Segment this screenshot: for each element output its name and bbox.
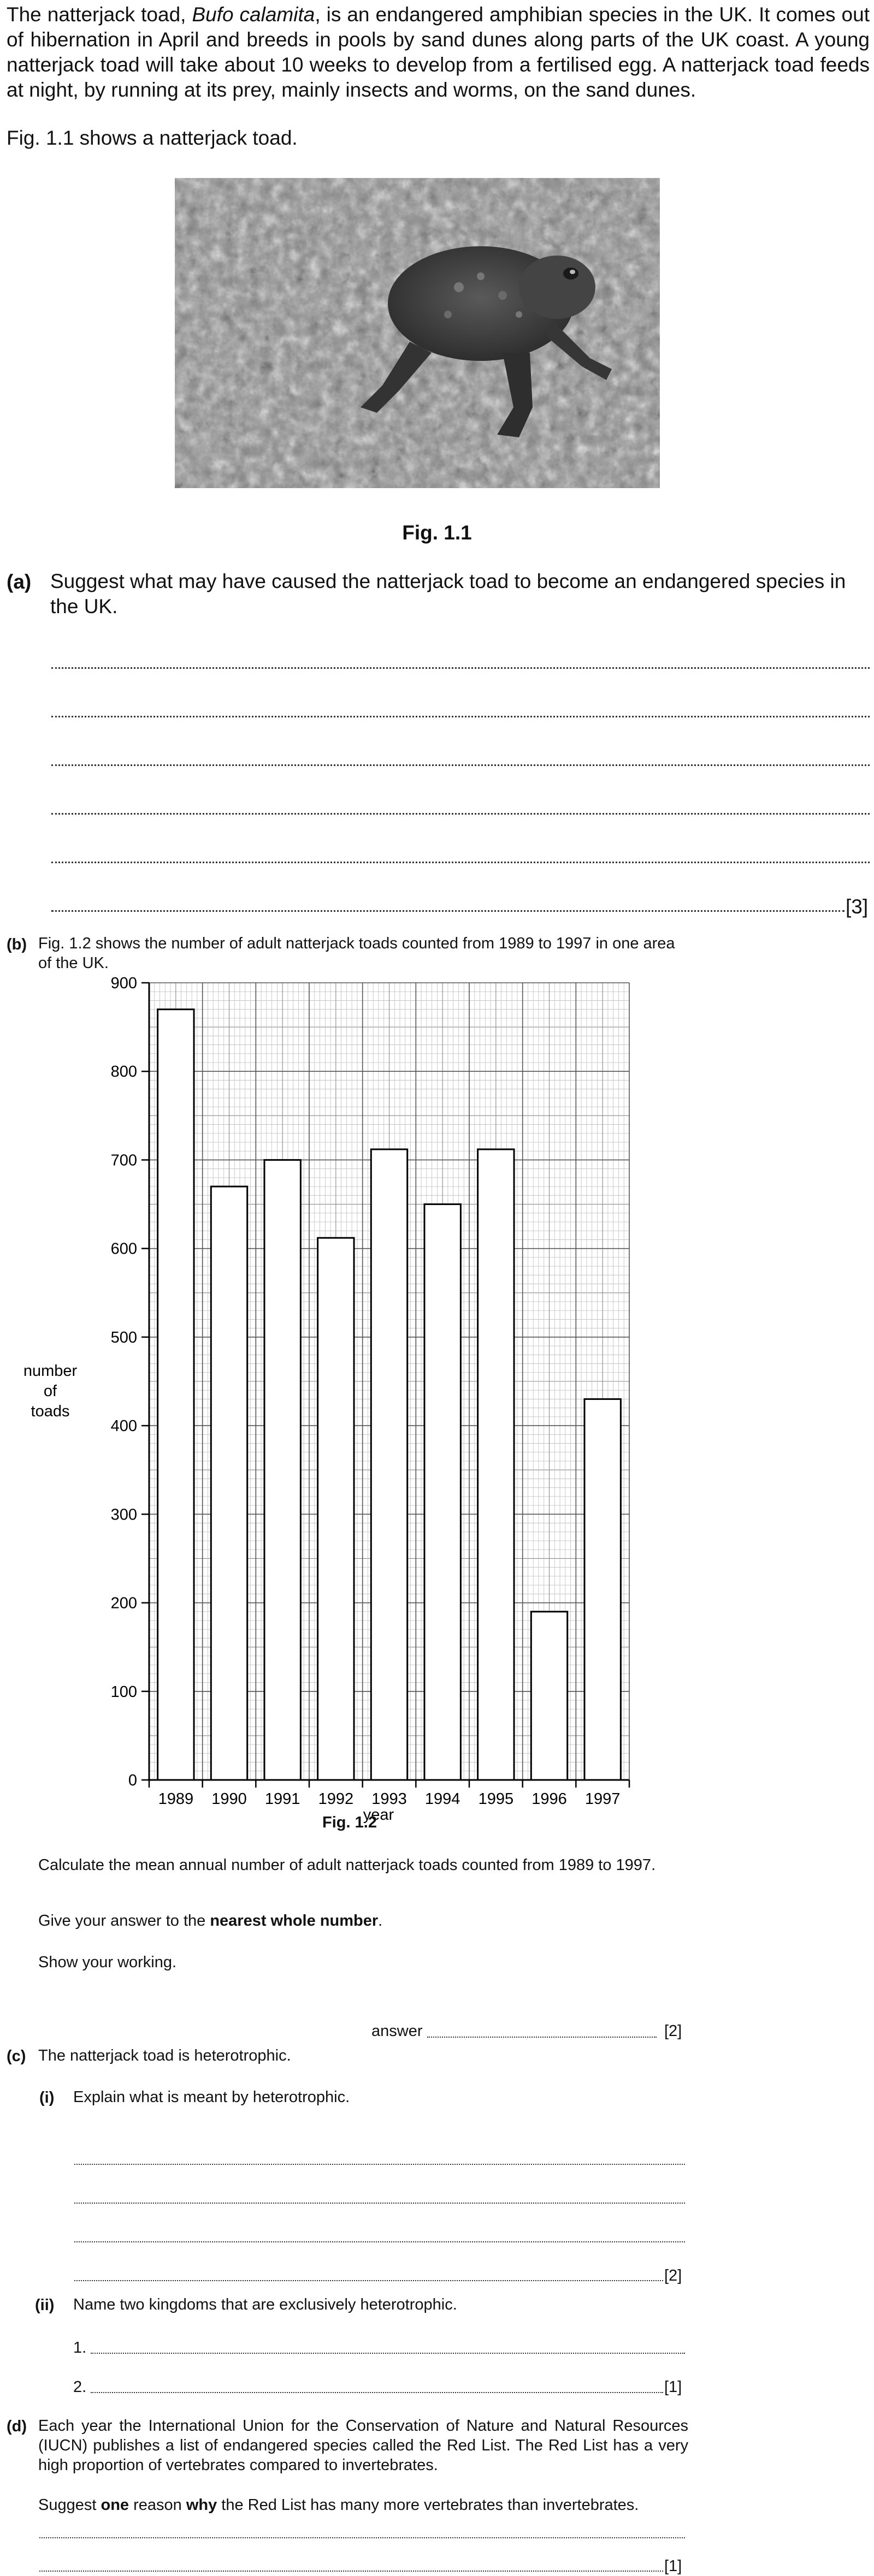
y-tick-label: 700 bbox=[110, 1152, 137, 1170]
y-tick-label: 800 bbox=[110, 1063, 137, 1081]
answer-line bbox=[39, 2571, 663, 2572]
qb-answer-label: answer bbox=[371, 2022, 423, 2040]
bar-1989 bbox=[158, 1010, 194, 1780]
bar-1990 bbox=[211, 1186, 247, 1780]
qc-ii-n1: 1. bbox=[73, 2339, 87, 2357]
answer-line bbox=[51, 813, 870, 815]
fig-intro: Fig. 1.1 shows a natterjack toad. bbox=[7, 127, 298, 149]
answer-line bbox=[74, 2241, 685, 2242]
x-axis-label: year bbox=[363, 1806, 394, 1824]
x-tick-label: 1997 bbox=[584, 1790, 621, 1808]
qc-i-text: Explain what is meant by heterotrophic. bbox=[73, 2088, 350, 2106]
answer-line bbox=[74, 2164, 685, 2165]
x-tick-label: 1990 bbox=[211, 1790, 247, 1808]
qb-give: Give your answer to the nearest whole number. bbox=[38, 1912, 383, 1930]
y-tick-label: 900 bbox=[110, 975, 137, 992]
qc-text: The natterjack toad is heterotrophic. bbox=[38, 2047, 291, 2064]
answer-line bbox=[91, 2392, 663, 2393]
y-tick-label: 300 bbox=[110, 1506, 137, 1524]
x-tick-label: 1991 bbox=[264, 1790, 300, 1808]
intro-paragraph: The natterjack toad, Bufo calamita, is an endangered amphibian species in the UK. It comes out of hibernation in April and breeds in pools by sand dunes along parts of the UK coast. A young natterjack toad will take about 10 weeks to develop from a fertilised egg. A natterjack toad feeds at night, by running at its prey, mainly insects and worms, on the sand dunes. bbox=[7, 3, 870, 101]
answer-line bbox=[74, 2280, 663, 2281]
qb-mark: [2] bbox=[664, 2022, 682, 2040]
bar-1994 bbox=[424, 1204, 460, 1780]
qc-label: (c) bbox=[7, 2047, 26, 2065]
qb-calc: Calculate the mean annual number of adult natterjack toads counted from 1989 to 1997. bbox=[38, 1856, 656, 1874]
qc-i-mark: [2] bbox=[664, 2267, 682, 2284]
qd-label: (d) bbox=[7, 2418, 27, 2435]
qc-ii-text: Name two kingdoms that are exclusively heterotrophic. bbox=[73, 2296, 457, 2313]
answer-line bbox=[51, 910, 845, 912]
bar-1992 bbox=[318, 1238, 354, 1780]
x-tick-label: 1994 bbox=[424, 1790, 460, 1808]
y-tick-label: 600 bbox=[110, 1240, 137, 1258]
fig11-caption: Fig. 1.1 bbox=[402, 521, 472, 544]
x-tick-label: 1995 bbox=[478, 1790, 514, 1808]
qb-show: Show your working. bbox=[38, 1954, 177, 1971]
qa-text: Suggest what may have caused the natterjack toad to become an endangered species in the UK. bbox=[50, 570, 846, 618]
x-tick-label: 1989 bbox=[158, 1790, 194, 1808]
y-axis-label: number bbox=[23, 1362, 78, 1380]
y-tick-label: 100 bbox=[110, 1683, 137, 1701]
qa-mark: [3] bbox=[846, 895, 869, 918]
qc-ii-label: (ii) bbox=[35, 2296, 55, 2314]
x-tick-label: 1992 bbox=[318, 1790, 354, 1808]
bar-1991 bbox=[264, 1160, 300, 1780]
qb-label: (b) bbox=[7, 936, 27, 953]
qc-ii-mark: [1] bbox=[664, 2378, 682, 2396]
fig12-caption: Fig. 1.2 bbox=[322, 1814, 377, 1831]
y-axis-label: of bbox=[43, 1382, 57, 1400]
y-tick-label: 200 bbox=[110, 1594, 137, 1612]
answer-line bbox=[39, 2537, 685, 2538]
bar-1995 bbox=[478, 1149, 514, 1780]
y-tick-label: 0 bbox=[128, 1772, 137, 1789]
qd-mark: [1] bbox=[664, 2557, 682, 2575]
answer-line bbox=[74, 2203, 685, 2204]
y-tick-label: 500 bbox=[110, 1328, 137, 1346]
toad-count-chart bbox=[0, 972, 874, 1856]
x-tick-label: 1996 bbox=[532, 1790, 567, 1808]
qd-text: Each year the International Union for the Conservation of Nature and Natural Resources (IUCN) publishes a list of endangered species called the Red List. The Red List has a very high proportion of vertebrates compared to invertebrates. bbox=[38, 2417, 688, 2474]
bar-1996 bbox=[531, 1612, 567, 1780]
answer-line bbox=[91, 2353, 685, 2354]
qc-ii-n2: 2. bbox=[73, 2378, 87, 2396]
species-name: Bufo calamita bbox=[192, 3, 315, 26]
qd-suggest: Suggest one reason why the Red List has many more vertebrates than invertebrates. bbox=[38, 2496, 639, 2514]
answer-line bbox=[51, 764, 870, 766]
qa-label: (a) bbox=[7, 571, 32, 593]
y-tick-label: 400 bbox=[110, 1417, 137, 1435]
bar-1997 bbox=[584, 1399, 621, 1780]
toad-photo bbox=[175, 178, 660, 488]
qb-answer-line bbox=[427, 2037, 657, 2038]
bar-1993 bbox=[371, 1149, 407, 1780]
x-tick-label: 1993 bbox=[371, 1790, 407, 1808]
qb-text: Fig. 1.2 shows the number of adult natterjack toads counted from 1989 to 1997 in one area of the UK. bbox=[38, 935, 675, 972]
y-axis-label: toads bbox=[31, 1403, 70, 1420]
answer-line bbox=[51, 716, 870, 717]
answer-line bbox=[51, 667, 870, 669]
answer-line bbox=[51, 862, 870, 863]
qc-i-label: (i) bbox=[39, 2089, 55, 2106]
